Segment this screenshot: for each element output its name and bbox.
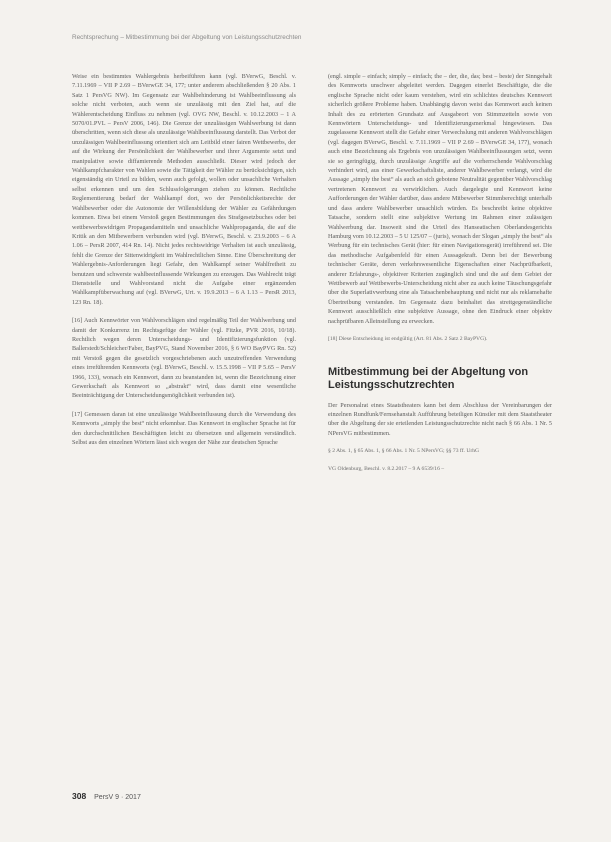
journal-issue: PersV 9 · 2017 bbox=[94, 794, 141, 801]
running-head: Rechtsprechung – Mitbestimmung bei der Abgeltung von Leistungsschutzrechten bbox=[72, 34, 302, 41]
headnote: Der Personalrat eines Staatstheaters kann bei dem Abschluss der Vereinbarungen der einzelnen Rundfunk/Fernsehanstalt Aufführung beteiligen Künstler mit dem Staatstheater über die Abgeltung der sie erteilenden Leistungsschutzrechte nicht nach § 66 Abs. 1 Nr. 5 NPersVG mitbestimmen. bbox=[328, 401, 552, 437]
left-column bbox=[72, 72, 296, 456]
statute-references: § 2 Abs. 1, § 65 Abs. 1, § 66 Abs. 1 Nr. 5 NPersVG; §§ 73 ff. UrhG bbox=[328, 448, 480, 455]
paragraph: [16] Auch Kennwörter von Wahlvorschlägen sind regelmäßig Teil der Wahlwerbung und damit der Konkurrenz im Rechtsgefüge der Wähler (vgl. Fitzke, PVR 2016, 10/18). Rechtlich wegen deren Unterscheidungs- und Identifizierungsfunktion (vgl. Ballerstedt/Schleicher/Faber, BayPVG, Stand November 2016, § 6 WO BayPVG Rn. 52) mit Verstoß gegen die gesetzlich vorgeschriebenen auch unzutreffenden Verwendung eines irreführenden Kennworts (vgl. BVerwG, Beschl. v. 15.5.1998 – VII P 5.65 – PersV 1966, 133), wonach ein Kennwort, dann zu beanstanden ist, wenn die Bezeichnung einer Gewerkschaft als Kennwort so „abstrakt“ wird, dass damit eine wesentliche Beeinträchtigung der Unterscheidungsmöglichkeit verbunden ist). bbox=[72, 317, 296, 400]
page-footer bbox=[72, 791, 141, 801]
court-citation: VG Oldenburg, Beschl. v. 8.2.2017 – 9 A 6539/16 – bbox=[328, 465, 445, 472]
section-heading: Mitbestimmung bei der Abgeltung von Leistungsschutzrechten bbox=[328, 365, 529, 392]
paragraph: [17] Gemessen daran ist eine unzulässige Wahlbeeinflussung durch die Verwendung des Kennworts „simply the best“ nicht erkennbar. Das Kennwort in englischer Sprache ist für den durchschnittlichen Beschäftigten leicht zu übersetzen und allgemein verständlich. Selbst aus den einzelnen Wörtern lässt sich wegen der Nähe zur deutschen Sprache bbox=[72, 410, 296, 447]
page-number: 308 bbox=[72, 791, 87, 801]
paragraph: Weise ein bestimmtes Wahlergebnis herbeiführen kann (vgl. BVerwG, Beschl. v. 7.11.1969 – VII P 2.69 – BVerwGE 34, 177; unter anderem abschließenden § 20 Abs. 1 Satz 1 PersVG NW). Im Gegensatz zur Wahlbehinderung ist Wahlbeeinflussung als solche nicht verboten, auch wenn sie unzulässig mit den Ziel hat, auf die Wählerentscheidung Einfluss zu nehmen (vgl. OVG NW, Beschl. v. 10.12.2003 – 1 A 5070/01.PVL – PersV 2006, 146). Die Grenze der unzulässigen Wahlwerbung ist dann überschritten, wenn sich diese als unzulässige Wahlbeeinflussung darstellt. Das Verbot der unzulässigen Wahlbeeinflussung orientiert sich am Leitbild einer fairen Wettbewerbs, der auf die Wirkung der Persönlichkeit der Wahlbewerber und ihrer Argumente setzt und manipulative sowie diffamierende Methoden ausschließt. Dieser wird jedoch der Wahlkampfcharakter von Wahlen sowie die Tätigkeit der Wähler zu berücksichtigen, sich eigenständig ein Urteil zu bilden, wenn auch gefolgt, wollen oder unsachliche Verhalten selbst erkennen und um den Schlussfolgerungen ziehen zu können. Rechtliche Reglementierung bedarf der Wahlkampf dort, wo der Persönlichkeitsrechte der Wahlbewerber oder die Autonomie der Willensbildung der Wähler zu Gefährdungen kommen. Etwa bei einem Verstoß gegen Bestimmungen des Strafgesetzbuches oder bei wettbewerbswidrigen Propagandamitteln und unsachliche Wahlpropaganda, die auf die Kritik an den Mitbewerbern verbunden wird (vgl. BVerwG, Beschl. v. 23.9.2003 – 6 A 1.06 – PersR 2007, 414 Rn. 14). Nicht jedes rechtswidrige Verhalten ist auch unzulässig, fehlt die Grenze der Sittenwidrigkeit im Wahlrechtlichen Sinne. Eine Überschreitung der Wahlergebnis-Anforderungen liegt Gefahr, den Wahlkampf seiner Wahlfreiheit zu benutzen und schwerste wahlbeeinflussende Wirkungen zu erzeugen. Das Wahlrecht trägt Dienststelle und Wahlvorstand nicht die Aufgabe einer ergänzenden Wahlkampfüberwachung auf (vgl. BVerwG, Urt. v. 19.9.2013 – 6 A 1.13 – PersR 2013, 123 Rn. 18). bbox=[72, 73, 296, 306]
right-column bbox=[328, 72, 552, 482]
paragraph: [18] Diese Entscheidung ist endgültig (Art. 81 Abs. 2 Satz 2 BayPVG). bbox=[328, 335, 488, 342]
paragraph: (engl. simple – einfach; simply – einfach; the – der, die, das; best – beste) der Sinngehalt des Kennworts unschwer abgeleitet werden. Dagegen einerlei Beschäftigte, die die englische Sprache nicht oder kaum verstehen, wird ein schlichtes deutsches Kennwort sicherlich größere Probleme haben. Unabhängig davon weist das Kennwort auch keinen Inhalt des zu erörterten Grundsatz auf Ausgabeort von Stimmzetteln sowie von Kennwörtern Unterscheidungs- und Identifizierungsmerkmal hingewiesen. Das zugelassene Kennwort stellt die Gefahr einer Verwechslung mit anderen Wahlvorschlägen (vgl. dagegen BVerwG, Beschl. v. 7.11.1969 – VII P 2.69 – BVerwGE 34, 177), wonach auch eine Bezeichnung als Ergebnis von unzulässigen Wahlbeeinflussungen setzt, wenn sie so geringfügig, durch unzulässige Angriffe auf die vorherrschende Wahlvorschlag verhindert wird, aus einer Gewerkschaftsliste, anderer Wahlbewerber verlangt, wird die Aussage „simply the best“ als auch an sich gebotene Neutralität gegenüber Wahlvorschlag vertretenen Kennwort zu verwirklichen. Auch dargelegte und Kennwort keine Aufforderungen der Wähler darüber, dass andere Mitbewerber Stimmberechtigt unterhalb und dass andere Wahlbewerber unsachlich würden. Es beschreibt keine objektive Tatsache, sondern stellt eine subjektive Wertung im Rahmen einer zulässigen Wahlwerbung dar. Insoweit sind die Urteil des Hanseatischen Oberlandesgerichts Hamburg vom 10.12.2003 – 5 U 125/07 – (juris), wonach der Slogan „simply the best“ als Werbung für ein technisches Gerät (hier: für einen Navigationsgerät) irreführend sei. Die das methodische Aufgabenfeld für einen Aussagekraft. Denn bei der Bewerbung technischer Geräte, deren verkehrswesentliche Eigenschaften einer Nachprüfbarkeit, anderer Erfahrungs-, objektiver Kriterien zugänglich sind und die auf dem Gebiet der Wettbewerb auf Wettbewerbs-Unterscheidung nicht aber zu auch keine Täuschungsgefahr über die Superlativwerbung eine als Tatsachenbehauptung und nicht nur als reklamehafte Übertreibung verstanden. Im Gegensatz dazu beinhaltet das streitgegenständliche Kennwort ausschließlich eine subjektive Aussage, ohne den Eindruck einer objektiv nachprüfbaren Alleinstellung zu erwecken. bbox=[328, 73, 552, 325]
